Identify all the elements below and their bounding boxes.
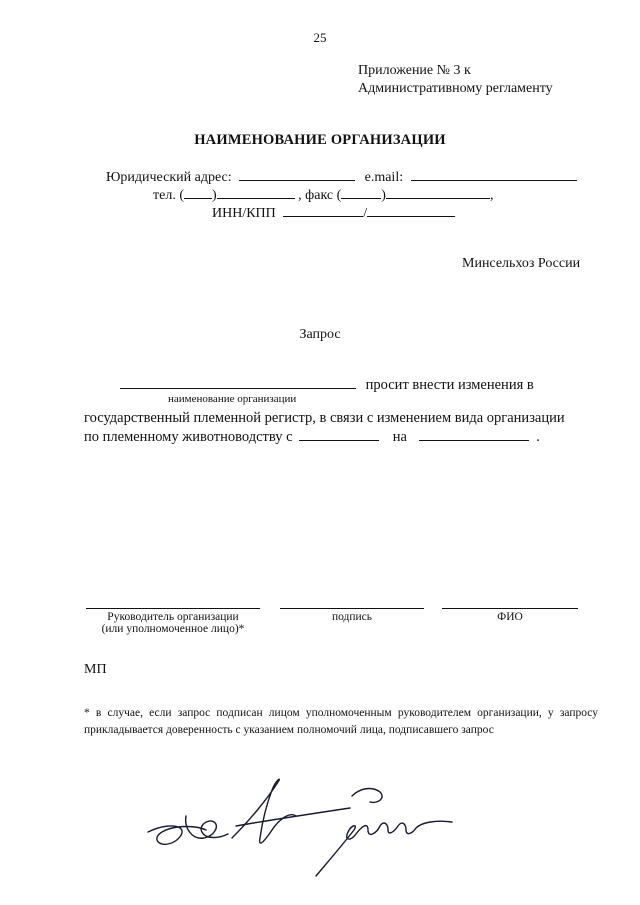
org-name-blank	[120, 376, 356, 389]
footnote: * в случае, если запрос подписан лицом уполномоченным руководителем организации, у запросу прикладывается доверенность с указанием полномочий лица, подписавшего запрос	[84, 707, 598, 736]
trailing-comma: ,	[489, 188, 494, 203]
request-title: Запрос	[299, 327, 341, 342]
body-line-3-prefix: по племенному животноводству с	[84, 429, 293, 445]
body-line-1-text: просит внести изменения в	[365, 377, 534, 393]
head-caption-line-2: (или уполномоченное лицо)*	[101, 623, 245, 635]
legal-address-blank	[239, 168, 355, 181]
tel-close: )	[211, 188, 217, 203]
inn-kpp-label: ИНН/КПП	[212, 206, 276, 221]
page-number: 25	[313, 30, 327, 45]
tel-code-blank	[184, 186, 212, 199]
handwritten-signature	[140, 768, 480, 878]
date-to-blank	[419, 428, 529, 441]
org-name-caption: наименование организации	[168, 393, 297, 405]
fax-close: )	[381, 188, 386, 203]
appendix-note	[358, 62, 553, 98]
fio-caption: ФИО	[497, 611, 523, 623]
legal-address-label: Юридический адрес:	[106, 170, 232, 185]
signature-line	[280, 608, 424, 609]
inn-kpp-row	[212, 204, 455, 222]
body-line-3	[84, 428, 540, 446]
tel-label: тел. (	[153, 188, 184, 203]
body-line-3-mid: на	[392, 429, 407, 445]
fax-label: , факс (	[298, 188, 342, 203]
inn-kpp-slash: /	[363, 206, 368, 221]
fio-line	[442, 608, 578, 609]
appendix-line-1: Приложение № 3 к	[358, 63, 471, 78]
inn-blank	[283, 204, 363, 217]
fax-number-blank	[386, 186, 490, 199]
date-from-blank	[299, 428, 379, 441]
body-line-3-end: .	[536, 429, 540, 445]
head-caption	[86, 611, 260, 635]
organization-title: НАИМЕНОВАНИЕ ОРГАНИЗАЦИИ	[194, 132, 446, 148]
tel-number-blank	[217, 186, 295, 199]
stamp-placeholder: МП	[84, 662, 107, 677]
addressee: Минсельхоз России	[462, 256, 581, 271]
phone-fax-row	[153, 186, 493, 204]
body-line-1	[120, 376, 534, 394]
appendix-line-2: Административному регламенту	[358, 81, 553, 96]
legal-address-row	[106, 168, 577, 186]
body-line-2: государственный племенной регистр, в связи с изменением вида организации	[84, 410, 565, 426]
fax-code-blank	[341, 186, 381, 199]
kpp-blank	[367, 204, 455, 217]
email-blank	[411, 168, 577, 181]
head-caption-line-1: Руководитель организации	[107, 611, 239, 623]
signature-caption: подпись	[331, 611, 373, 623]
email-label: e.mail:	[364, 170, 404, 185]
head-signature-line	[86, 608, 260, 609]
